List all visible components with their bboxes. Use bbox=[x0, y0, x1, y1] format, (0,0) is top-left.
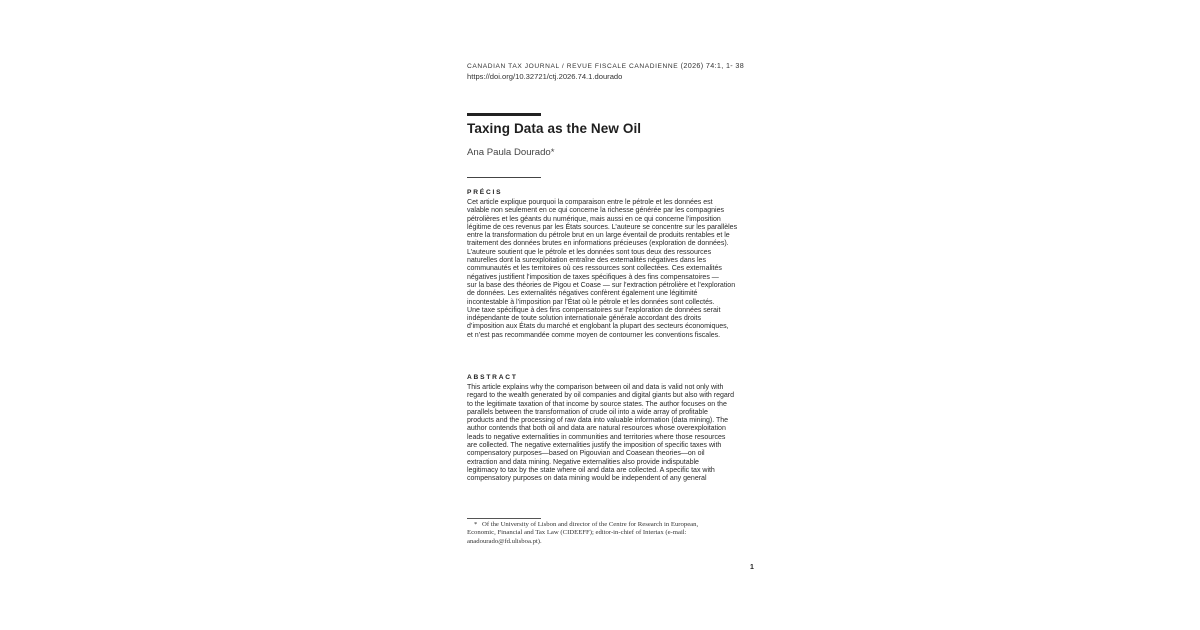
article-author: Ana Paula Dourado* bbox=[467, 147, 555, 158]
footnote-rule bbox=[467, 518, 541, 519]
abstract-line: regard to the wealth generated by oil companies and digital giants but also with regard bbox=[467, 392, 734, 400]
abstract-line: parallels between the transformation of crude oil into a wide array of profitable bbox=[467, 408, 708, 416]
author-rule bbox=[467, 177, 541, 178]
precis-heading: PRÉCIS bbox=[467, 189, 503, 196]
journal-issue: (2026) 74:1, 1- 38 bbox=[680, 61, 745, 70]
abstract-line: compensatory purposes on data mining would be independent of any general bbox=[467, 475, 707, 483]
abstract-line: products and the processing of raw data into valuable information (data mining). The bbox=[467, 417, 729, 425]
precis-line: L’auteure soutient que le pétrole et les données sont tous deux des ressources bbox=[467, 248, 712, 256]
abstract-line: are collected. The negative externalities justify the imposition of specific taxes with bbox=[467, 442, 722, 450]
precis-line: entre la transformation du pétrole brut en un large éventail de produits rentables et le bbox=[467, 232, 730, 240]
article-title: Taxing Data as the New Oil bbox=[467, 121, 642, 136]
abstract-line: compensatory purposes—based on Pigouvian and Coasean theories—on oil bbox=[467, 450, 705, 458]
precis-line: indépendante de toute solution internationale générale accordant des droits bbox=[467, 315, 701, 323]
abstract-line: author contends that both oil and data are natural resources whose overexploitation bbox=[467, 425, 726, 433]
footnote bbox=[467, 521, 767, 546]
precis-line: naturelles dont la surexploitation entraîne des externalités négatives dans les bbox=[467, 257, 706, 265]
abstract-body bbox=[467, 384, 767, 484]
title-rule bbox=[467, 113, 541, 116]
footnote-line: Economic, Financial and Tax Law (CIDEEFF); editor-in-chief of Intertax (e-mail: bbox=[467, 529, 687, 537]
abstract-line: to the legitimate taxation of that income by source states. The author focuses on the bbox=[467, 400, 727, 408]
precis-line: Cet article explique pourquoi la comparaison entre le pétrole et les données est bbox=[467, 199, 713, 206]
precis-line: de données. Les externalités négatives confèrent également une légitimité bbox=[467, 290, 698, 298]
precis-line: communautés et les territoires où ces ressources sont collectées. Ces externalités bbox=[467, 265, 722, 273]
precis-line: sur la base des théories de Pigou et Coase — sur l’extraction pétrolière et l’exploration bbox=[467, 281, 736, 289]
precis-line: et n’est pas recommandée comme moyen de contourner les conventions fiscales. bbox=[467, 331, 721, 339]
precis-body bbox=[467, 199, 767, 340]
footnote-line: Of the University of Lisbon and director of the Centre for Research in European, bbox=[482, 521, 699, 528]
doi-link[interactable]: https://doi.org/10.32721/ctj.2026.74.1.dourado bbox=[467, 72, 623, 81]
abstract-line: This article explains why the comparison between oil and data is valid not only with bbox=[467, 384, 724, 391]
journal-name: CANADIAN TAX JOURNAL / REVUE FISCALE CANADIENNE bbox=[467, 63, 679, 70]
precis-line: traitement des données brutes en informations précieuses (exploration de données). bbox=[467, 240, 729, 248]
page-number: 1 bbox=[750, 564, 754, 571]
abstract-line: leads to negative externalities in communities and territories where those resources bbox=[467, 433, 726, 441]
footnote-marker: * bbox=[474, 521, 478, 528]
precis-line: Une taxe spécifique à des fins compensatoires sur l’exploration de données serait bbox=[467, 306, 721, 314]
abstract-heading: ABSTRACT bbox=[467, 374, 518, 381]
precis-line: incontestable à l’imposition par l’État où le pétrole et les données sont collectés. bbox=[467, 298, 715, 306]
precis-line: négatives justifient l’imposition de taxes spécifiques à des fins compensatoires — bbox=[467, 273, 719, 281]
precis-line: valable non seulement en ce qui concerne la richesse générée par les compagnies bbox=[467, 207, 724, 215]
precis-line: pétrolières et les géants du numérique, mais aussi en ce qui concerne l’imposition bbox=[467, 215, 721, 223]
journal-citation bbox=[467, 61, 744, 70]
abstract-line: extraction and data mining. Negative externalities also provide indisputable bbox=[467, 458, 699, 466]
precis-line: d’imposition aux États du marché et englobant la plupart des secteurs économiques, bbox=[467, 323, 729, 331]
footnote-line: anadourado@fd.ulisboa.pt). bbox=[467, 537, 542, 545]
abstract-line: legitimacy to tax by the state where oil and data are collected. A specific tax with bbox=[467, 466, 715, 474]
precis-line: légitime de ces revenus par les États sources. L’auteure se concentre sur les parallèles bbox=[467, 223, 738, 231]
